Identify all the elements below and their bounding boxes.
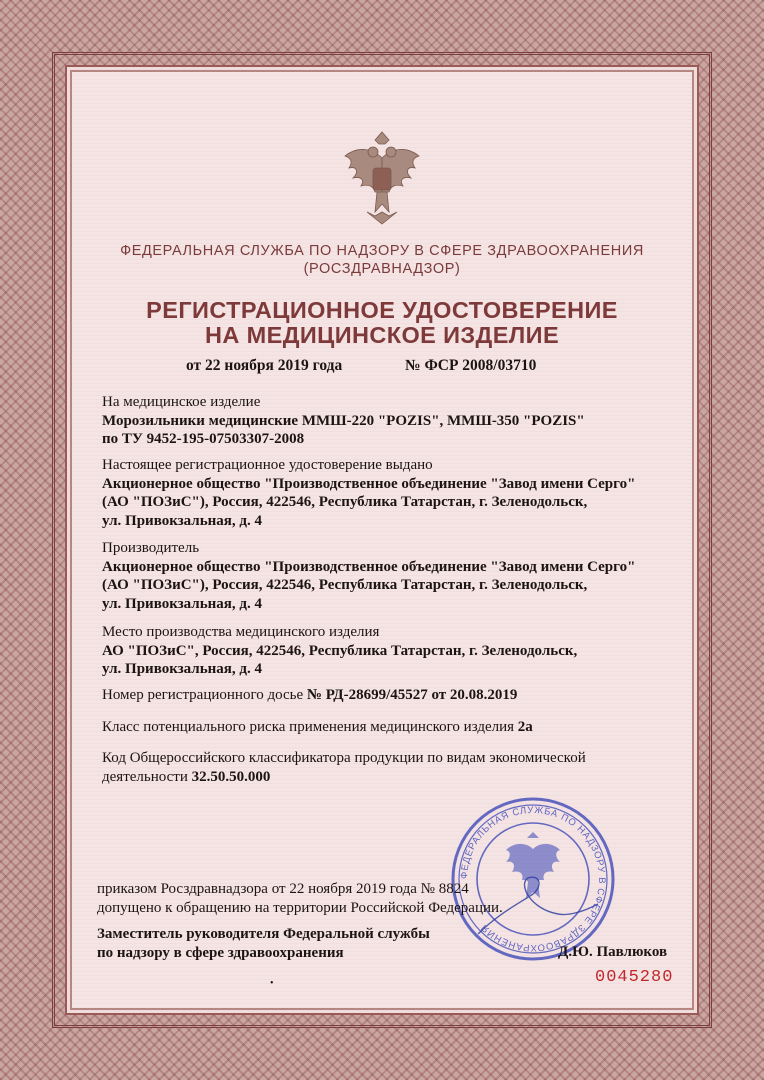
agency-abbreviation: (РОСЗДРАВНАДЗОР) <box>303 261 461 277</box>
signer-title-line: Заместитель руководителя Федеральной службы <box>97 926 430 942</box>
double-headed-eagle-emblem <box>337 128 427 228</box>
manufacturer-line: (АО "ПОЗиС"), Россия, 422546, Республика Татарстан, г. Зеленодольск, <box>102 577 588 593</box>
official-seal-stamp <box>448 794 618 964</box>
production-site-line: АО "ПОЗиС", Россия, 422546, Республика Татарстан, г. Зеленодольск, <box>102 642 578 659</box>
manufacturer-label: Производитель <box>102 540 200 556</box>
certificate-number: № ФСР 2008/03710 <box>405 357 537 374</box>
device-spec: по ТУ 9452-195-07503307-2008 <box>102 431 305 447</box>
dossier-label: Номер регистрационного досье <box>102 687 307 703</box>
order-text: приказом Росздравнадзора от 22 ноября 2019 года № 8824 <box>97 881 469 897</box>
stamp-text: ФЕДЕРАЛЬНАЯ СЛУЖБА ПО НАДЗОРУ В СФЕРЕ ЗДРАВООХРАНЕНИЯ <box>458 804 608 954</box>
okp-label-cont: деятельности <box>102 768 192 785</box>
manufacturer-line: Акционерное общество "Производственное объединение "Завод имени Серго" <box>102 558 636 575</box>
risk-class-label: Класс потенциального риска применения медицинского изделия <box>102 719 518 735</box>
issued-to-line: ул. Привокзальная, д. 4 <box>102 512 262 529</box>
production-site-line: ул. Привокзальная, д. 4 <box>102 661 262 677</box>
risk-class-line <box>102 718 662 737</box>
manufacturer-section <box>102 539 662 613</box>
risk-class-value: 2а <box>517 719 533 735</box>
dossier-value: № РД-28699/45527 от 20.08.2019 <box>306 687 518 703</box>
issued-to-label: Настоящее регистрационное удостоверение выдано <box>102 457 433 473</box>
production-site-section <box>102 623 662 679</box>
certificate-title: РЕГИСТРАЦИОННОЕ УДОСТОВЕРЕНИЕ <box>146 297 618 323</box>
issue-date: от 22 ноября 2019 года <box>186 357 343 374</box>
certificate-subtitle: НА МЕДИЦИНСКОЕ ИЗДЕЛИЕ <box>204 322 560 348</box>
dossier-line <box>102 686 662 705</box>
signer-title <box>97 925 430 962</box>
device-name: Морозильники медицинские ММШ-220 "POZIS", ММШ-350 "POZIS" <box>102 412 585 429</box>
order-text-cont: допущено к обращению на территории Российской Федерации. <box>97 900 503 916</box>
issued-to-line: Акционерное общество "Производственное объединение "Завод имени Серго" <box>102 475 636 492</box>
device-section <box>102 393 662 449</box>
agency-name: ФЕДЕРАЛЬНАЯ СЛУЖБА ПО НАДЗОРУ В СФЕРЕ ЗДРАВООХРАНЕНИЯ <box>120 243 644 259</box>
manufacturer-line: ул. Привокзальная, д. 4 <box>102 595 262 612</box>
issued-to-section <box>102 456 662 530</box>
signer-title-line: по надзору в сфере здравоохранения <box>97 944 344 961</box>
okp-code: 32.50.50.000 <box>191 768 271 785</box>
print-dot: • <box>270 978 274 989</box>
okp-label: Код Общероссийского классификатора продукции по видам экономической <box>102 750 586 766</box>
issued-to-line: (АО "ПОЗиС"), Россия, 422546, Республика Татарстан, г. Зеленодольск, <box>102 494 588 510</box>
signer-name: Д.Ю. Павлюков <box>558 944 668 960</box>
production-site-label: Место производства медицинского изделия <box>102 624 380 640</box>
serial-number: 0045280 <box>595 968 674 987</box>
device-label: На медицинское изделие <box>102 394 261 410</box>
okp-section <box>102 749 662 786</box>
